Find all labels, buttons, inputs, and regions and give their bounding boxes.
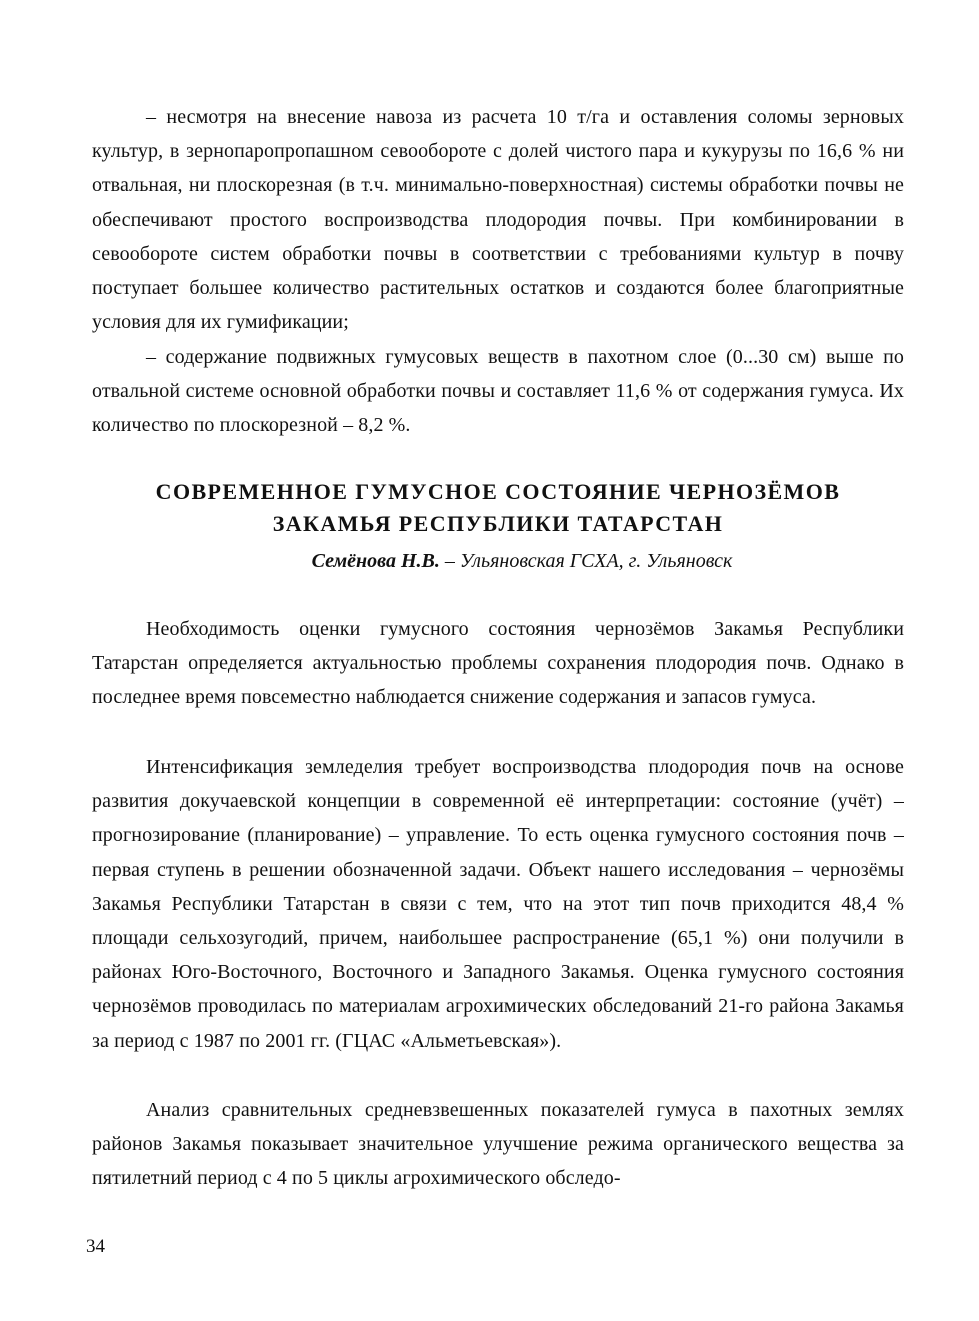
article-title-line-1: СОВРЕМЕННОЕ ГУМУСНОЕ СОСТОЯНИЕ ЧЕРНОЗЁМОВ [155, 479, 841, 504]
article-paragraph-intensification: Интенсификация земледелия требует воспроизводства плодородия почв на основе развития докучаевской концепции в современной её интерпретации: состояние (учёт) – прогнозирование (планирование) – управление. То есть оценка гумусного состояния почв – первая ступень в решении обозначенной задачи. Объект нашего исследования – чернозёмы Закамья Республики Татарстан в связи с тем, что на этот тип почв приходится 48,4 % площади сельхозугодий, причем, наибольшее распространение (65,1 %) они получили в районах Юго-Восточного, Восточного и Западного Закамья. Оценка гумусного состояния чернозёмов проводилась по материалам агрохимических обследований 21-го района Закамья за период с 1987 по 2001 гг. (ГЦАС «Альметьевская»). [92, 756, 904, 1052]
article-title-line-2: ЗАКАМЬЯ РЕСПУБЛИКИ ТАТАРСТАН [272, 511, 724, 536]
page-number: 34 [86, 1236, 105, 1257]
article-byline [92, 546, 904, 576]
body-paragraph-tillage-conclusion: – несмотря на внесение навоза из расчета 10 т/га и оставления соломы зерновых культур, в зернопаропропашном севообороте с долей чистого пара и кукурузы по 16,6 % ни отвальная, ни плоскорезная (в т.ч. минимально-поверхностная) системы обработки почвы не обеспечивают простого воспроизводства плодородия почвы. При комбинировании в севообороте систем обработки почвы в соответствии с требованиями культур в почву поступает большее количество растительных остатков и создаются более благоприятные условия для их гумификации; [92, 106, 904, 334]
article-paragraph-analysis: Анализ сравнительных средневзвешенных показателей гумуса в пахотных землях районов Закамья показывает значительное улучшение режима органического вещества за пятилетний период с 4 по 5 циклы агрохимического обследо- [92, 1099, 904, 1190]
article-paragraph-intro: Необходимость оценки гумусного состояния чернозёмов Закамья Республики Татарстан определяется актуальностью проблемы сохранения плодородия почв. Однако в последнее время повсеместно наблюдается снижение содержания и запасов гумуса. [92, 618, 904, 709]
body-paragraph-humus-content-conclusion: – содержание подвижных гумусовых веществ в пахотном слое (0...30 см) выше по отвальной системе основной обработки почвы и составляет 11,6 % от содержания гумуса. Их количество по плоскорезной – 8,2 %. [92, 346, 904, 437]
article-affiliation: – Ульяновская ГСХА, г. Ульяновск [439, 550, 733, 572]
article-author: Семёнова Н.В. [311, 550, 440, 572]
